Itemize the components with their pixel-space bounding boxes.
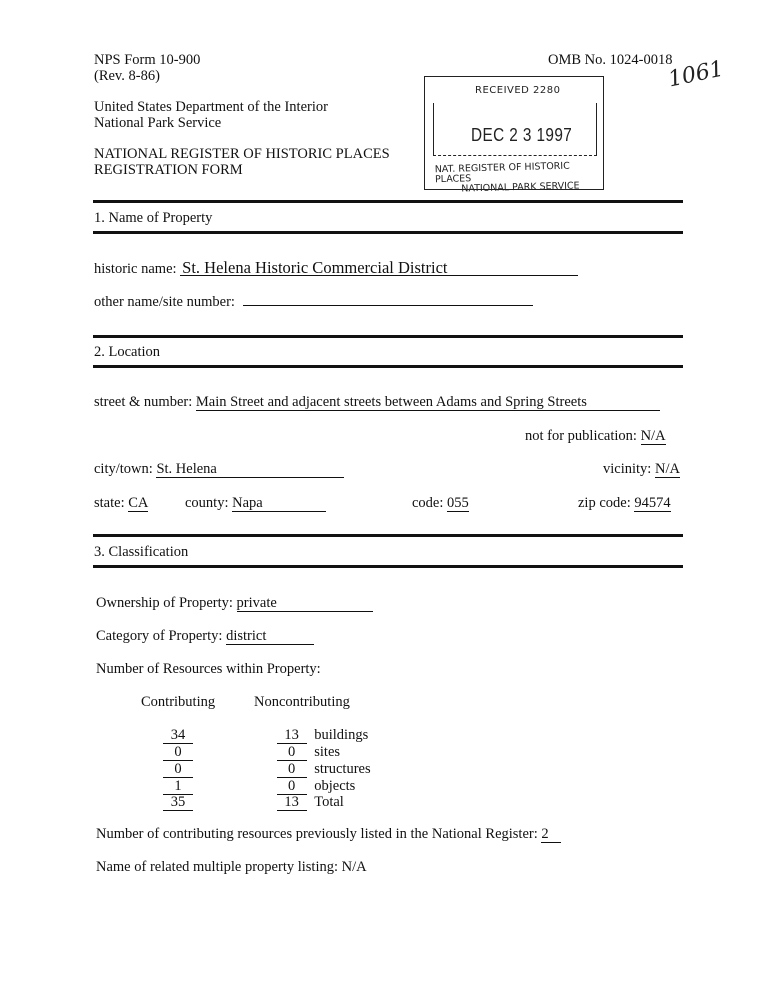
- resource-type: Total: [314, 794, 344, 810]
- zip-field[interactable]: 94574: [634, 495, 671, 511]
- section2-heading: 2. Location: [94, 344, 161, 360]
- related-listing-row: [96, 859, 367, 875]
- resource-type: sites: [314, 744, 341, 760]
- noncontributing-count[interactable]: 13: [277, 795, 307, 811]
- county-label: county:: [185, 495, 229, 511]
- code-label: code:: [412, 495, 444, 511]
- contributing-count[interactable]: 0: [163, 762, 193, 778]
- related-listing-label: Name of related multiple property listing:: [96, 859, 339, 875]
- vicinity-field[interactable]: N/A: [654, 461, 680, 477]
- section-rule: [93, 365, 683, 368]
- street-field[interactable]: Main Street and adjacent streets between Adams and Spring Streets: [196, 395, 660, 411]
- city-label: city/town:: [94, 461, 153, 477]
- ownership-row: [96, 595, 373, 612]
- noncontributing-count[interactable]: 13: [277, 728, 307, 744]
- category-label: Category of Property:: [96, 628, 223, 644]
- section3-heading: 3. Classification: [94, 544, 189, 560]
- resource-row-sites: [163, 744, 340, 761]
- street-row: [94, 394, 660, 411]
- other-name-field[interactable]: [243, 305, 533, 306]
- vicinity-row: [603, 461, 680, 478]
- state-row: [94, 495, 148, 512]
- city-row: [94, 461, 344, 478]
- county-field[interactable]: Napa: [232, 496, 326, 512]
- form-revision: (Rev. 8-86): [94, 68, 160, 84]
- ownership-field[interactable]: private: [237, 596, 373, 612]
- resource-row-objects: [163, 778, 355, 795]
- category-field[interactable]: district: [226, 629, 314, 645]
- resources-label: Number of Resources within Property:: [96, 661, 321, 677]
- not-for-publication-field[interactable]: N/A: [640, 428, 666, 444]
- noncontributing-count[interactable]: 0: [277, 762, 307, 778]
- stamp-register-line2: NATIONAL PARK SERVICE: [461, 180, 580, 195]
- other-name-label: other name/site number:: [94, 294, 235, 310]
- historic-name-row: [94, 260, 578, 277]
- section1-heading: 1. Name of Property: [94, 210, 213, 226]
- stamp-received-text: RECEIVED 2280: [475, 85, 561, 96]
- omb-number: OMB No. 1024-0018: [548, 52, 673, 68]
- state-label: state:: [94, 495, 125, 511]
- zip-label: zip code:: [578, 495, 631, 511]
- contributing-count[interactable]: 34: [163, 728, 193, 744]
- form-title-line1: NATIONAL REGISTER OF HISTORIC PLACES: [94, 146, 390, 162]
- previously-listed-field[interactable]: 2: [541, 827, 561, 843]
- previously-listed-row: [96, 826, 561, 843]
- section-rule: [93, 231, 683, 234]
- stamp-register-text: [435, 161, 604, 195]
- county-row: [185, 495, 326, 512]
- ownership-label: Ownership of Property:: [96, 595, 233, 611]
- received-stamp: [424, 76, 604, 195]
- contributing-count[interactable]: 1: [163, 779, 193, 795]
- resource-type: objects: [314, 778, 356, 794]
- related-listing-field[interactable]: N/A: [341, 859, 367, 875]
- contributing-count[interactable]: 0: [163, 745, 193, 761]
- resource-row-total: [163, 794, 344, 811]
- stamp-register-line1: NAT. REGISTER OF HISTORIC PLACES: [434, 160, 570, 186]
- stamp-date: DEC 2 3 1997: [471, 125, 573, 145]
- historic-name-label: historic name:: [94, 261, 177, 277]
- form-id: NPS Form 10-900: [94, 52, 201, 68]
- noncontributing-count[interactable]: 0: [277, 779, 307, 795]
- service-name: National Park Service: [94, 115, 222, 131]
- city-field[interactable]: St. Helena: [156, 462, 344, 478]
- street-label: street & number:: [94, 394, 193, 410]
- noncontributing-column-header: Noncontributing: [254, 694, 350, 710]
- section-rule: [93, 565, 683, 568]
- contributing-count[interactable]: 35: [163, 795, 193, 811]
- resource-row-structures: [163, 761, 371, 778]
- resource-row-buildings: [163, 727, 368, 744]
- handwritten-number: 1061: [666, 56, 726, 93]
- resource-type: structures: [314, 761, 371, 777]
- code-row: [412, 495, 469, 512]
- not-for-publication-label: not for publication:: [525, 428, 637, 444]
- code-field[interactable]: 055: [447, 495, 469, 511]
- state-field[interactable]: CA: [128, 495, 149, 511]
- form-title-line2: REGISTRATION FORM: [94, 162, 243, 178]
- not-for-publication-row: [525, 428, 666, 445]
- vicinity-label: vicinity:: [603, 461, 652, 477]
- previously-listed-label: Number of contributing resources previously listed in the National Register:: [96, 826, 538, 842]
- historic-name-field[interactable]: St. Helena Historic Commercial District: [180, 260, 578, 276]
- section-rule: [93, 200, 683, 203]
- category-row: [96, 628, 314, 645]
- resource-type: buildings: [314, 727, 369, 743]
- section-rule: [93, 335, 683, 338]
- contributing-column-header: Contributing: [141, 694, 216, 710]
- other-name-row: [94, 294, 533, 310]
- department-name: United States Department of the Interior: [94, 99, 328, 115]
- noncontributing-count[interactable]: 0: [277, 745, 307, 761]
- zip-row: [578, 495, 671, 512]
- section-rule: [93, 534, 683, 537]
